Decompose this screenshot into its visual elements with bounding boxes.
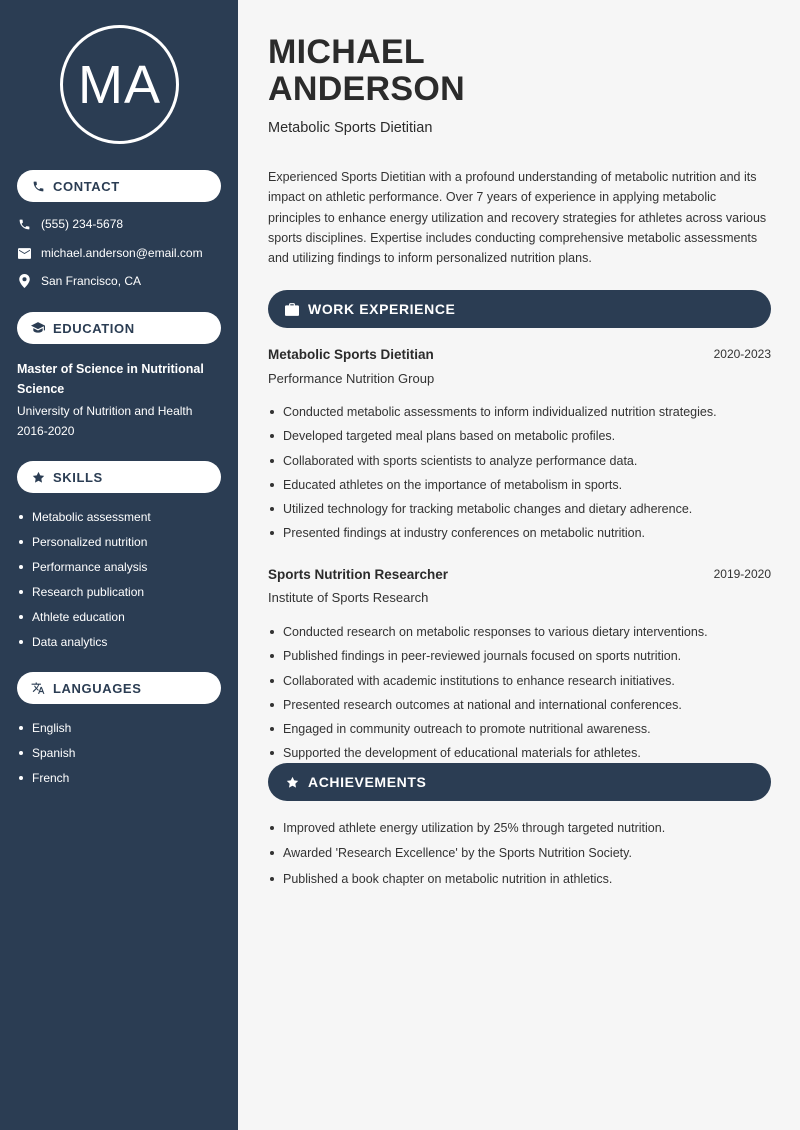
bullet-text: Developed targeted meal plans based on metabolic profiles. xyxy=(283,429,616,444)
list-item xyxy=(268,820,665,845)
bullet-text: Awarded 'Research Excellence' by the Sports Nutrition Society. xyxy=(283,846,632,861)
skill-label: Performance analysis xyxy=(32,560,148,574)
skill-item xyxy=(17,509,151,534)
bullet-text: Presented research outcomes at national and international conferences. xyxy=(283,697,682,712)
job-organization: Institute of Sports Research xyxy=(268,590,429,605)
contact-phone[interactable] xyxy=(17,217,123,231)
monogram-avatar: MA xyxy=(60,25,179,144)
bullet-dot xyxy=(19,590,23,594)
education-degree: Master of Science in Nutritional Science xyxy=(17,362,204,396)
list-item xyxy=(268,648,708,672)
phone-icon xyxy=(17,217,31,231)
skill-label: Personalized nutrition xyxy=(32,535,148,549)
phone-text: (555) 234-5678 xyxy=(41,217,124,231)
contact-heading-label: CONTACT xyxy=(53,178,120,194)
email-text: michael.anderson@email.com xyxy=(41,246,203,260)
bullet-text: Published a book chapter on metabolic nutrition in athletics. xyxy=(283,871,613,886)
bullet-dot xyxy=(270,483,274,487)
list-item xyxy=(268,871,665,896)
sidebar xyxy=(0,0,238,1130)
contact-email[interactable] xyxy=(17,246,203,260)
skills-heading-label: SKILLS xyxy=(53,469,103,485)
list-item xyxy=(268,525,717,549)
skill-label: Metabolic assessment xyxy=(32,510,151,524)
bullet-dot xyxy=(270,507,274,511)
language-item xyxy=(17,720,75,745)
skills-heading xyxy=(17,461,221,493)
education-heading-label: EDUCATION xyxy=(53,320,135,336)
bullet-dot xyxy=(270,826,274,830)
list-item xyxy=(268,404,717,428)
achievements-heading xyxy=(268,763,771,801)
education-school: University of Nutrition and Health xyxy=(17,404,193,418)
skill-label: Data analytics xyxy=(32,635,108,649)
profile-summary: Experienced Sports Dietitian with a profound understanding of metabolic nutrition and its impact on athletic performance. Over 7 years of experience in applying metabolic principles to enhance energy utilization and recovery strategies for athletes across various sports disciplines. Expertise includes conducting comprehensive metabolic assessments and utilizing findings to inform personalized nutrition plans. xyxy=(268,170,767,266)
bullet-dot xyxy=(270,630,274,634)
bullet-dot xyxy=(270,851,274,855)
skill-item xyxy=(17,609,151,634)
list-item xyxy=(268,721,708,745)
bullet-dot xyxy=(270,877,274,881)
bullet-text: Engaged in community outreach to promote nutritional awareness. xyxy=(283,722,651,737)
bullet-dot xyxy=(270,751,274,755)
education-years: 2016-2020 xyxy=(17,424,75,438)
list-item xyxy=(268,624,708,648)
list-item xyxy=(268,501,717,525)
bullet-text: Utilized technology for tracking metabolic changes and dietary adherence. xyxy=(283,502,693,517)
job-dates: 2019-2020 xyxy=(713,567,771,581)
bullet-dot xyxy=(19,776,23,780)
bullet-dot xyxy=(270,531,274,535)
bullet-text: Supported the development of educational materials for athletes. xyxy=(283,746,641,761)
language-item xyxy=(17,745,75,770)
location-text: San Francisco, CA xyxy=(41,274,142,288)
list-item xyxy=(268,477,717,501)
job-title: Sports Nutrition Researcher xyxy=(268,567,449,582)
first-name: MICHAEL xyxy=(268,33,425,71)
skill-item xyxy=(17,584,151,609)
job-role: Metabolic Sports Dietitian xyxy=(268,120,433,136)
bullet-dot xyxy=(19,726,23,730)
education-heading xyxy=(17,312,221,344)
job-dates: 2020-2023 xyxy=(713,347,771,361)
job-organization: Performance Nutrition Group xyxy=(268,371,435,386)
bullet-text: Collaborated with sports scientists to analyze performance data. xyxy=(283,453,638,468)
translate-icon xyxy=(31,681,45,695)
skill-label: Research publication xyxy=(32,585,145,599)
languages-heading xyxy=(17,672,221,704)
bullet-dot xyxy=(19,615,23,619)
contact-heading xyxy=(17,170,221,202)
language-label: French xyxy=(32,771,70,785)
job-bullets xyxy=(268,624,708,770)
contact-location xyxy=(17,274,141,288)
skill-item xyxy=(17,534,151,559)
last-name: ANDERSON xyxy=(268,70,465,108)
pin-icon xyxy=(17,274,31,288)
skill-label: Athlete education xyxy=(32,610,125,624)
bullet-dot xyxy=(19,565,23,569)
briefcase-icon xyxy=(285,302,299,316)
bullet-dot xyxy=(270,727,274,731)
languages-heading-label: LANGUAGES xyxy=(53,680,142,696)
language-label: English xyxy=(32,721,72,735)
languages-list xyxy=(17,720,75,795)
bullet-dot xyxy=(270,410,274,414)
job-title: Metabolic Sports Dietitian xyxy=(268,347,434,362)
bullet-dot xyxy=(19,751,23,755)
star-icon xyxy=(31,470,45,484)
skills-list xyxy=(17,509,151,659)
bullet-dot xyxy=(270,459,274,463)
phone-icon xyxy=(31,179,45,193)
list-item xyxy=(268,453,717,477)
bullet-dot xyxy=(270,703,274,707)
achievements-heading-label: ACHIEVEMENTS xyxy=(308,774,427,790)
work-experience-heading xyxy=(268,290,771,328)
skill-item xyxy=(17,559,151,584)
bullet-dot xyxy=(270,434,274,438)
list-item xyxy=(268,673,708,697)
bullet-dot xyxy=(19,640,23,644)
work-heading-label: WORK EXPERIENCE xyxy=(308,301,456,317)
bullet-text: Improved athlete energy utilization by 25% through targeted nutrition. xyxy=(283,821,666,835)
list-item xyxy=(268,845,665,870)
language-item xyxy=(17,770,75,795)
skill-item xyxy=(17,634,151,659)
bullet-dot xyxy=(270,654,274,658)
mail-icon xyxy=(17,246,31,260)
job-bullets xyxy=(268,404,717,550)
bullet-dot xyxy=(19,515,23,519)
graduation-cap-icon xyxy=(31,321,45,335)
list-item xyxy=(268,428,717,452)
bullet-text: Conducted metabolic assessments to inform individualized nutrition strategies. xyxy=(283,405,717,419)
bullet-text: Collaborated with academic institutions to enhance research initiatives. xyxy=(283,673,675,688)
bullet-text: Educated athletes on the importance of metabolism in sports. xyxy=(283,477,623,492)
achievements-list xyxy=(268,820,665,896)
bullet-dot xyxy=(270,679,274,683)
star-icon xyxy=(285,775,299,789)
bullet-dot xyxy=(19,540,23,544)
language-label: Spanish xyxy=(32,746,76,760)
candidate-name xyxy=(268,34,465,108)
bullet-text: Presented findings at industry conferences on metabolic nutrition. xyxy=(283,526,646,541)
bullet-text: Conducted research on metabolic responses to various dietary interventions. xyxy=(283,625,708,639)
bullet-text: Published findings in peer-reviewed journals focused on sports nutrition. xyxy=(283,649,682,664)
list-item xyxy=(268,697,708,721)
